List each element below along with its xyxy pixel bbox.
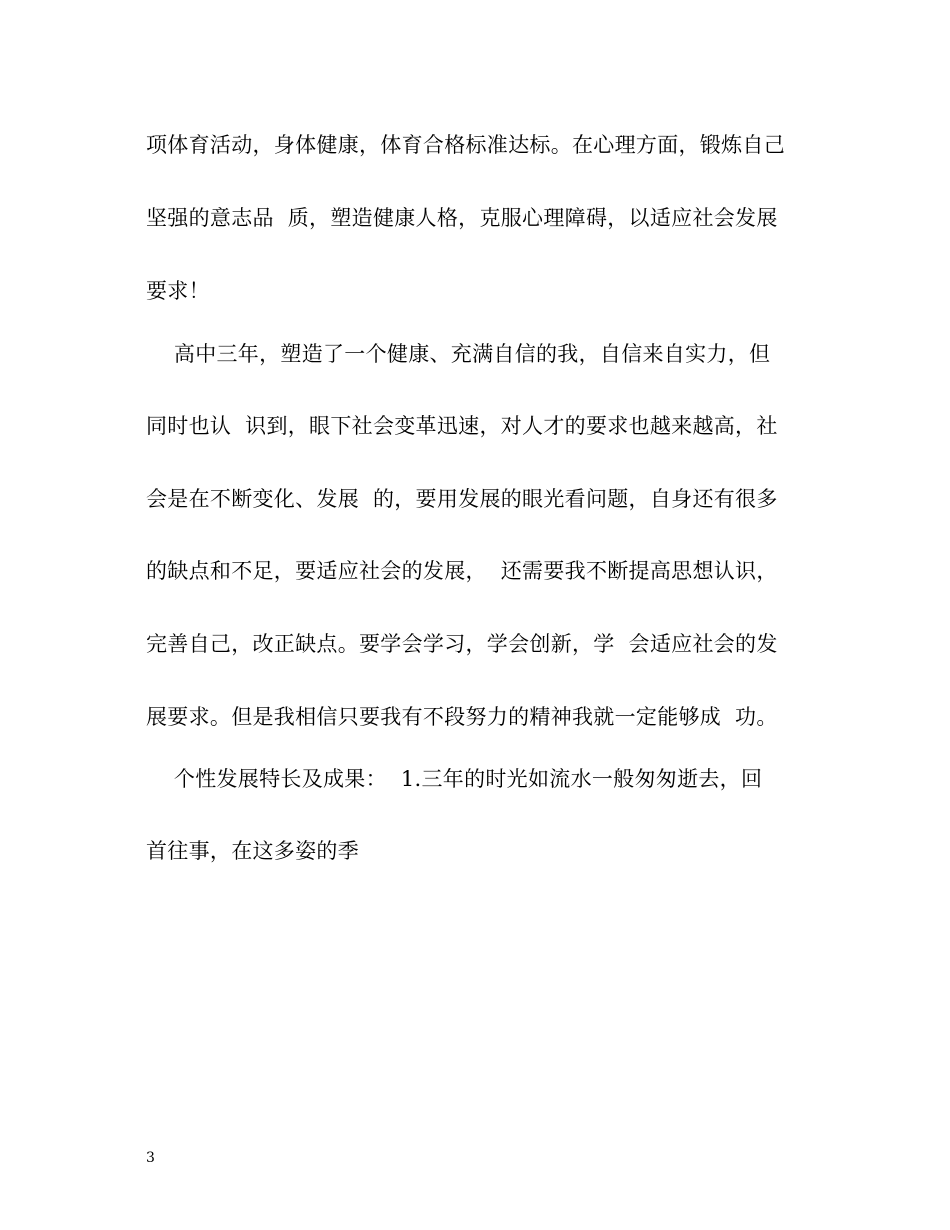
text-line: 要求！ bbox=[146, 279, 210, 303]
text-line: 的缺点和不足，要适应社会的发展， 还需要我不断提高思想认识， bbox=[146, 559, 778, 583]
text-line: 高中三年，塑造了一个健康、充满自信的我，自信来自实力，但 bbox=[146, 342, 771, 366]
text-line: 首往事，在这多姿的季 bbox=[146, 839, 359, 863]
page-number: 3 bbox=[146, 1150, 155, 1166]
text-line: 完善自己，改正缺点。要学会学习，学会创新，学 会适应社会的发 bbox=[146, 632, 778, 656]
text-line: 个性发展特长及成果： 1.三年的时光如流水一般匆匆逝去，回 bbox=[146, 767, 763, 791]
text-line: 坚强的意志品 质，塑造健康人格，克服心理障碍，以适应社会发展 bbox=[146, 206, 778, 230]
text-line: 同时也认 识到，眼下社会变革迅速，对人才的要求也越来越高，社 bbox=[146, 414, 778, 438]
text-line: 展要求。但是我相信只要我有不段努力的精神我就一定能够成 功。 bbox=[146, 705, 778, 729]
text-line: 会是在不断变化、发展 的，要用发展的眼光看问题，自身还有很多 bbox=[146, 487, 778, 511]
text-line: 项体育活动，身体健康，体育合格标准达标。在心理方面，锻炼自己 bbox=[146, 133, 785, 157]
